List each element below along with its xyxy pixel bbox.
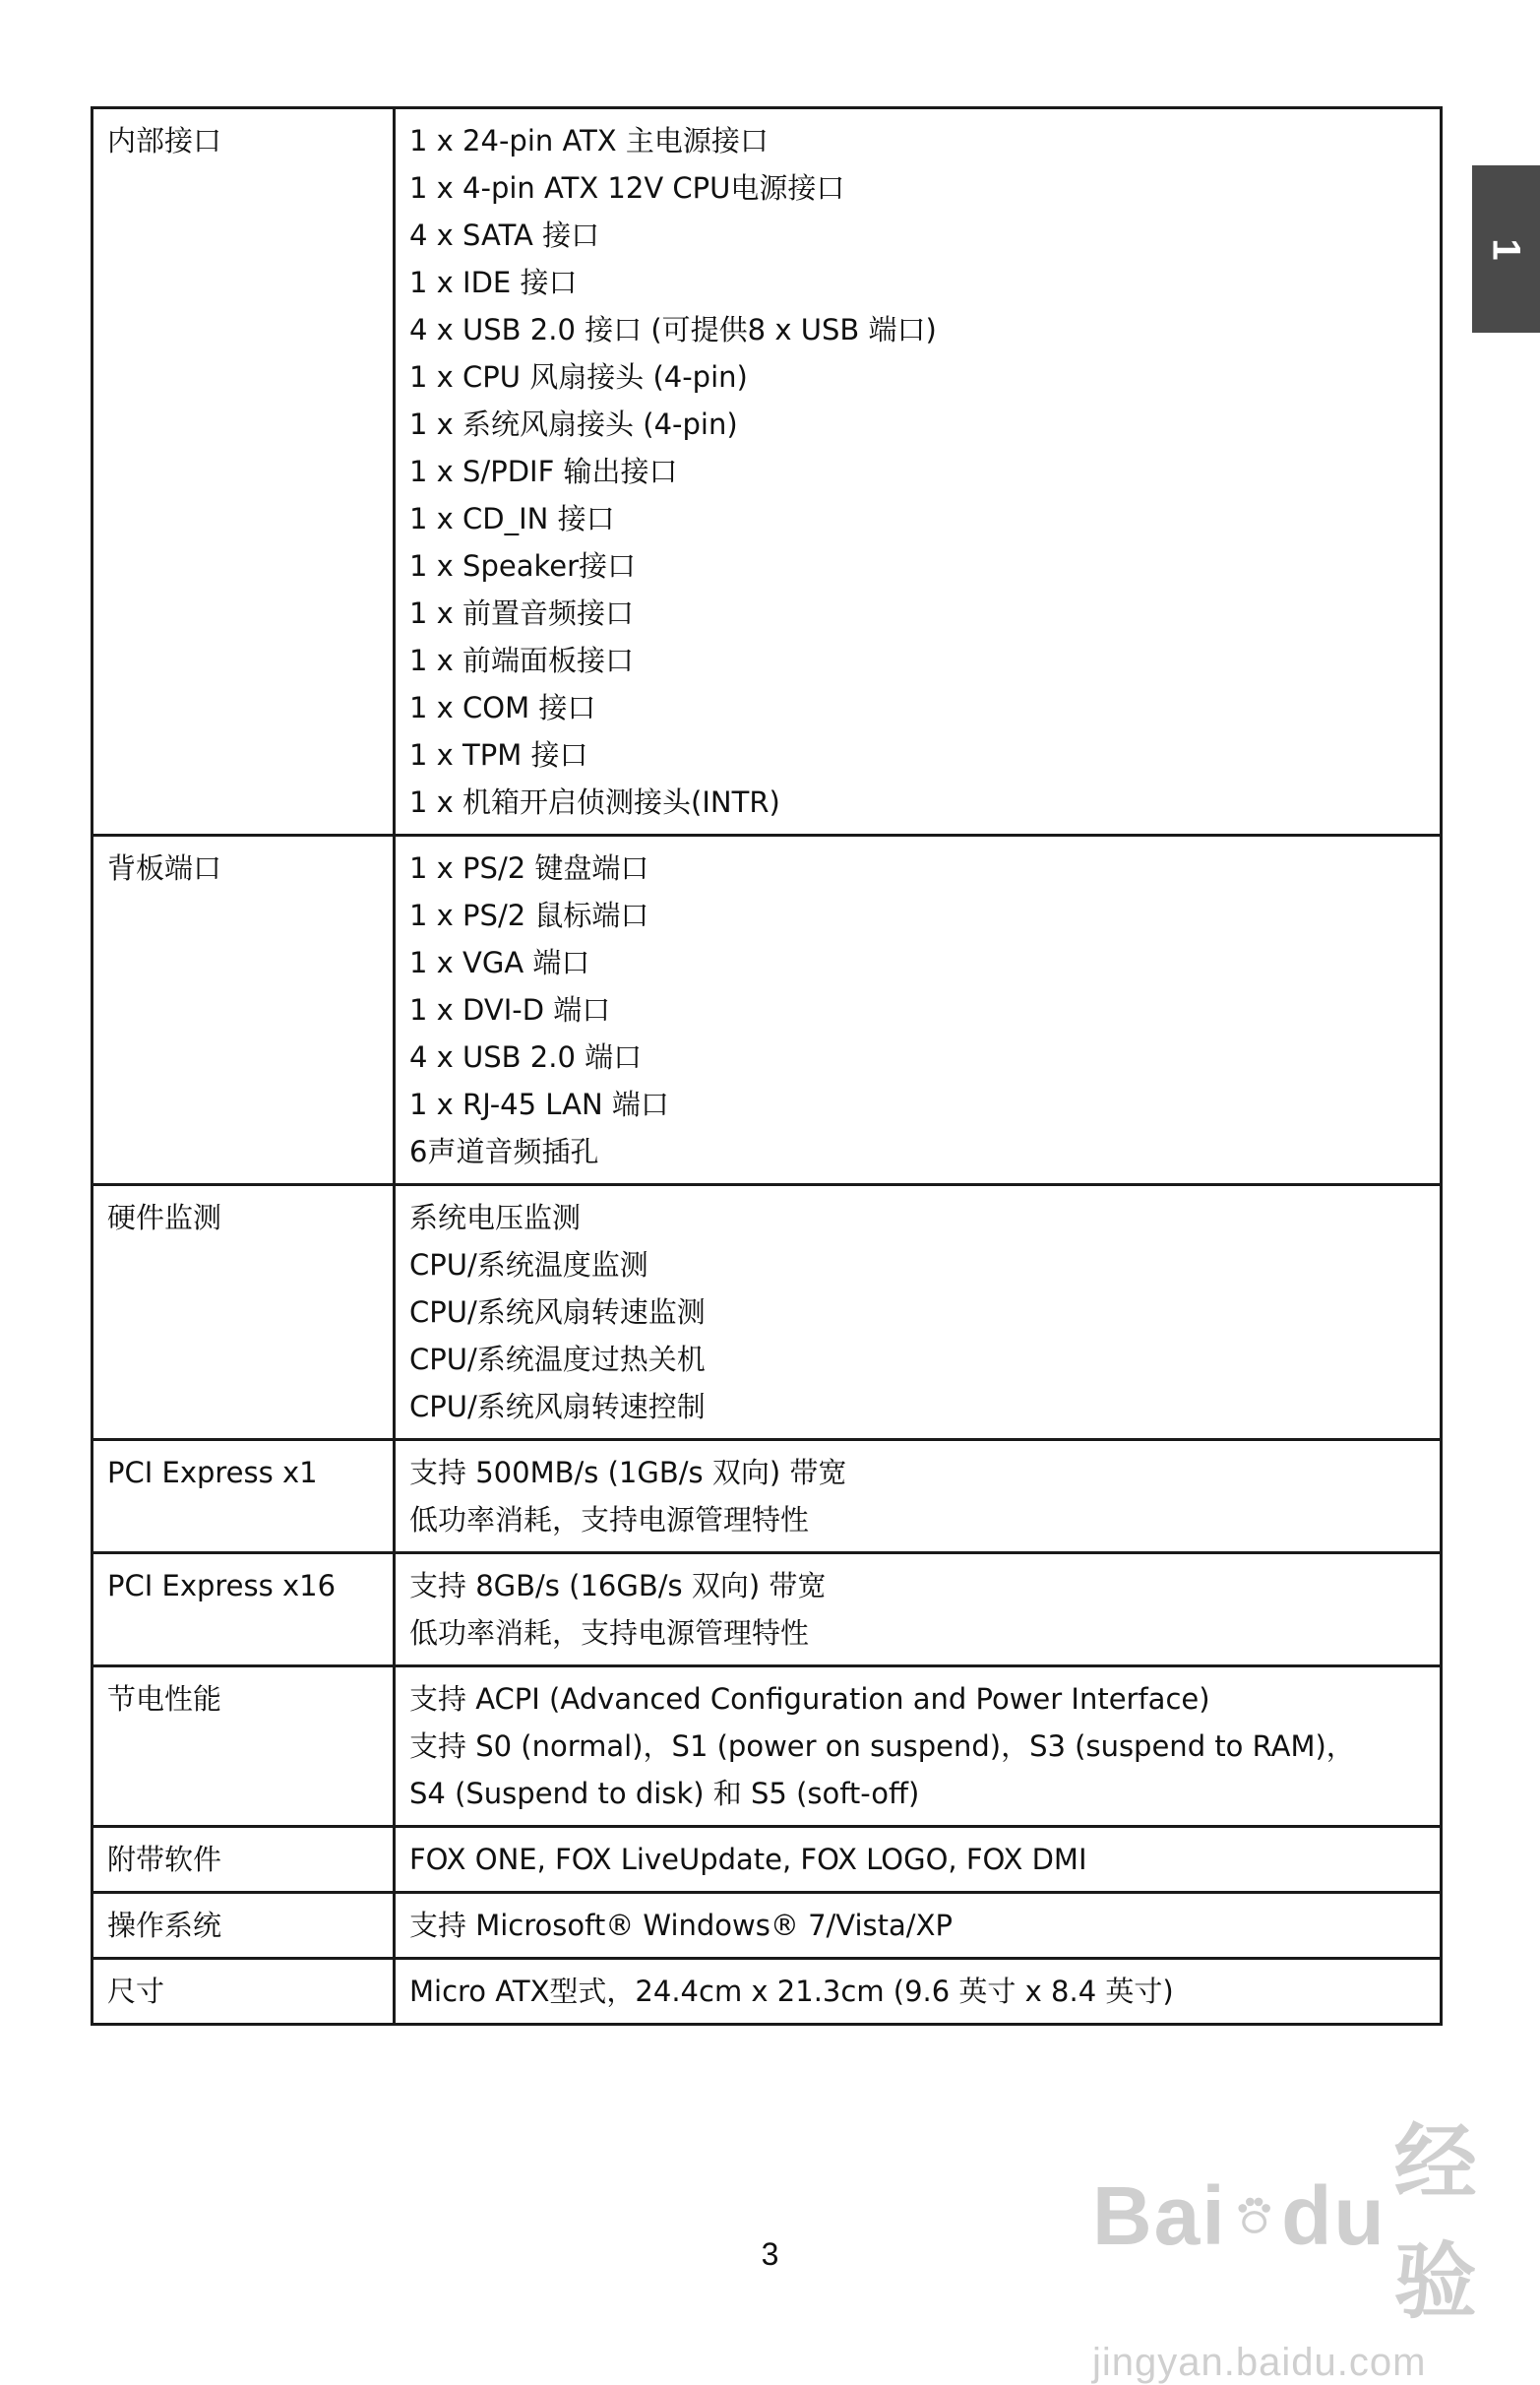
watermark bbox=[1092, 2097, 1486, 2384]
spec-value-line: CPU/系统温度过热关机 bbox=[409, 1343, 706, 1376]
spec-row bbox=[92, 1893, 1442, 1959]
spec-value-line: 1 x 前置音频接口 bbox=[409, 596, 635, 630]
spec-value-line: 1 x S/PDIF 输出接口 bbox=[409, 455, 678, 488]
watermark-brand-cn: 经验 bbox=[1393, 2116, 1479, 2328]
spec-values bbox=[395, 1440, 1442, 1553]
spec-value-line: CPU/系统风扇转速监测 bbox=[409, 1295, 706, 1329]
spec-value-line: S4 (Suspend to disk) 和 S5 (soft-off) bbox=[409, 1777, 920, 1810]
watermark-brand-left: Bai bbox=[1092, 2168, 1227, 2262]
spec-row bbox=[92, 1185, 1442, 1440]
spec-values bbox=[395, 1827, 1442, 1893]
spec-values bbox=[395, 1553, 1442, 1666]
spec-values bbox=[395, 1959, 1442, 2025]
spec-label: PCI Express x16 bbox=[92, 1553, 395, 1666]
watermark-brand-right: du bbox=[1281, 2168, 1386, 2262]
spec-value-line: FOX ONE, FOX LiveUpdate, FOX LOGO, FOX DMI bbox=[409, 1843, 1087, 1876]
spec-row bbox=[92, 1440, 1442, 1553]
spec-value-line: 1 x TPM 接口 bbox=[409, 738, 588, 772]
spec-value-line: 1 x IDE 接口 bbox=[409, 266, 578, 299]
spec-value-line: 1 x DVI-D 端口 bbox=[409, 993, 611, 1027]
spec-label: 节电性能 bbox=[92, 1666, 395, 1827]
spec-value-line: 6声道音频插孔 bbox=[409, 1135, 599, 1168]
spec-values bbox=[395, 836, 1442, 1185]
spec-value-line: 1 x 前端面板接口 bbox=[409, 644, 635, 677]
spec-row bbox=[92, 1553, 1442, 1666]
chapter-number: 1 bbox=[1485, 237, 1528, 261]
spec-value-line: Micro ATX型式，24.4cm x 21.3cm (9.6 英寸 x 8.4 英寸) bbox=[409, 1975, 1174, 2008]
spec-value-line: 支持 Microsoft® Windows® 7/Vista/XP bbox=[409, 1909, 953, 1942]
spec-label: 附带软件 bbox=[92, 1827, 395, 1893]
spec-label: PCI Express x1 bbox=[92, 1440, 395, 1553]
spec-label: 背板端口 bbox=[92, 836, 395, 1185]
spec-row bbox=[92, 108, 1442, 836]
spec-table-body bbox=[92, 108, 1442, 2025]
watermark-logo bbox=[1092, 2097, 1486, 2335]
spec-values bbox=[395, 1893, 1442, 1959]
spec-value-line: 1 x 24-pin ATX 主电源接口 bbox=[409, 124, 769, 157]
chapter-tab bbox=[1472, 165, 1540, 333]
spec-value-line: 支持 ACPI (Advanced Configuration and Power Interface) bbox=[409, 1682, 1210, 1716]
spec-value-line: 1 x PS/2 键盘端口 bbox=[409, 851, 649, 885]
spec-value-line: CPU/系统风扇转速控制 bbox=[409, 1390, 706, 1423]
page-number: 3 bbox=[761, 2236, 779, 2272]
spec-value-line: 1 x Speaker接口 bbox=[409, 549, 637, 583]
spec-value-line: 1 x CD_IN 接口 bbox=[409, 502, 615, 535]
spec-value-line: 低功率消耗，支持电源管理特性 bbox=[409, 1503, 810, 1537]
spec-row bbox=[92, 836, 1442, 1185]
spec-value-line: 系统电压监测 bbox=[409, 1201, 582, 1234]
spec-value-line: 支持 8GB/s (16GB/s 双向) 带宽 bbox=[409, 1569, 827, 1602]
spec-value-line: 支持 S0 (normal)，S1 (power on suspend)，S3 (suspend to RAM)， bbox=[409, 1729, 1355, 1763]
spec-value-line: 4 x SATA 接口 bbox=[409, 219, 600, 252]
spec-row bbox=[92, 1666, 1442, 1827]
spec-value-line: CPU/系统温度监测 bbox=[409, 1248, 648, 1282]
spec-value-line: 低功率消耗，支持电源管理特性 bbox=[409, 1616, 810, 1650]
paw-icon bbox=[1233, 2176, 1275, 2255]
watermark-url: jingyan.baidu.com bbox=[1092, 2341, 1427, 2384]
spec-value-line: 4 x USB 2.0 接口 (可提供8 x USB 端口) bbox=[409, 313, 937, 346]
spec-label: 内部接口 bbox=[92, 108, 395, 836]
spec-label: 硬件监测 bbox=[92, 1185, 395, 1440]
spec-label: 操作系统 bbox=[92, 1893, 395, 1959]
spec-table bbox=[91, 106, 1443, 2026]
spec-label: 尺寸 bbox=[92, 1959, 395, 2025]
spec-value-line: 1 x COM 接口 bbox=[409, 691, 596, 724]
spec-value-line: 1 x CPU 风扇接头 (4-pin) bbox=[409, 360, 748, 394]
spec-value-line: 1 x RJ-45 LAN 端口 bbox=[409, 1088, 669, 1121]
spec-value-line: 1 x 机箱开启侦测接头(INTR) bbox=[409, 785, 780, 819]
spec-values bbox=[395, 1185, 1442, 1440]
spec-value-line: 支持 500MB/s (1GB/s 双向) 带宽 bbox=[409, 1456, 847, 1489]
spec-value-line: 1 x 4-pin ATX 12V CPU电源接口 bbox=[409, 171, 845, 205]
spec-value-line: 1 x VGA 端口 bbox=[409, 946, 590, 979]
spec-value-line: 1 x 系统风扇接头 (4-pin) bbox=[409, 408, 738, 441]
spec-value-line: 1 x PS/2 鼠标端口 bbox=[409, 899, 649, 932]
spec-values bbox=[395, 108, 1442, 836]
spec-row bbox=[92, 1827, 1442, 1893]
spec-value-line: 4 x USB 2.0 端口 bbox=[409, 1040, 643, 1074]
spec-values bbox=[395, 1666, 1442, 1827]
spec-row bbox=[92, 1959, 1442, 2025]
